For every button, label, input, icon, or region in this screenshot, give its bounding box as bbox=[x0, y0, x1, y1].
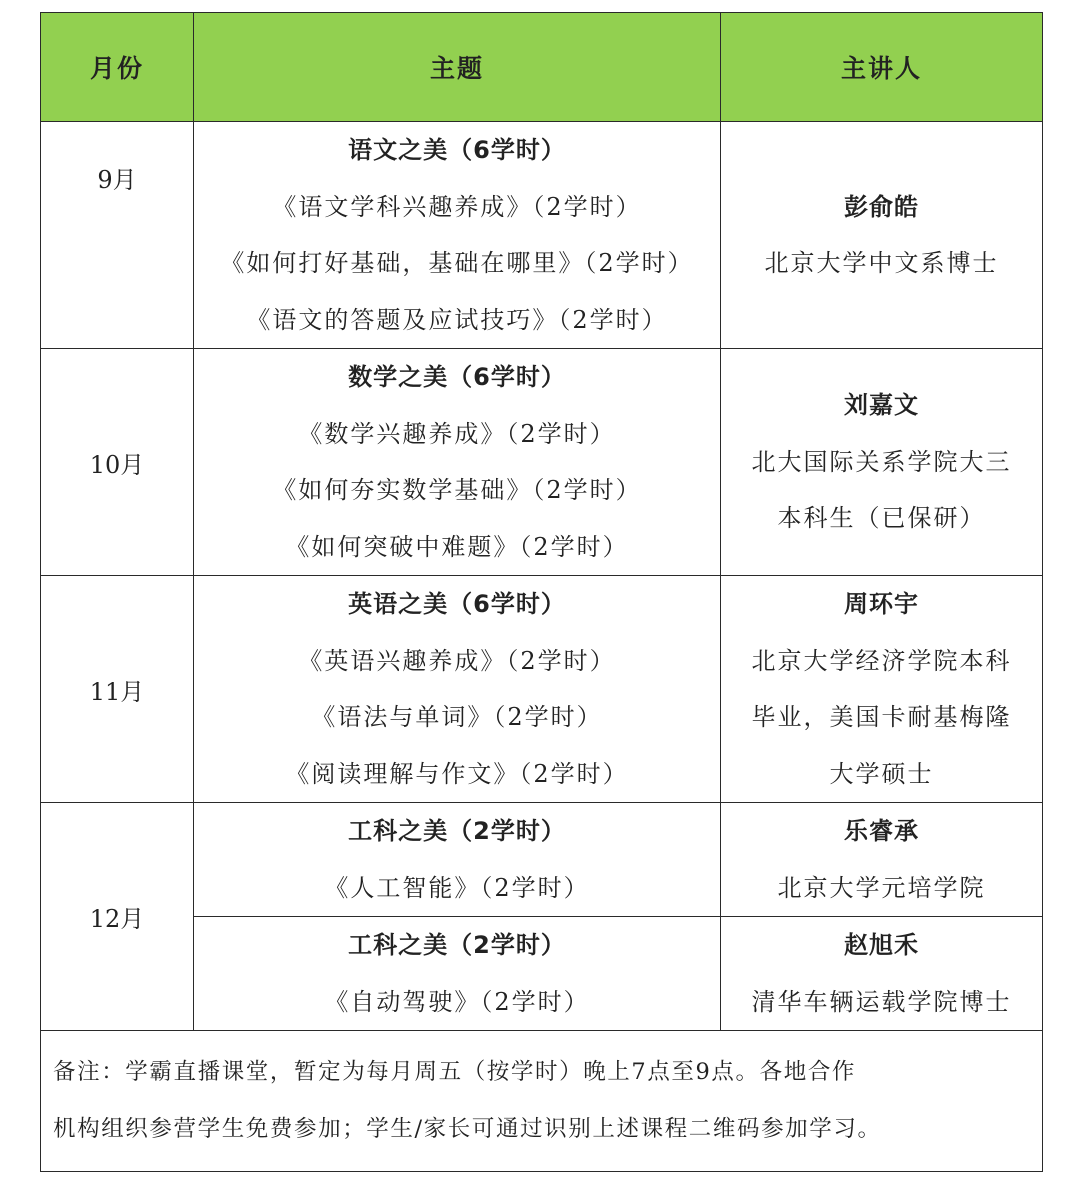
note-line: 机构组织参营学生免费参加；学生/家长可通过识别上述课程二维码参加学习。 bbox=[53, 1116, 882, 1142]
topic-line: 《英语兴趣养成》（2学时） bbox=[298, 646, 616, 675]
speaker-cell bbox=[721, 122, 1043, 349]
topic-cell bbox=[194, 803, 721, 917]
speaker-desc: 毕业，美国卡耐基梅隆 bbox=[751, 703, 1012, 731]
month-label: 9月 bbox=[97, 166, 137, 194]
month-cell bbox=[41, 349, 194, 576]
speaker-desc: 北大国际关系学院大三 bbox=[751, 447, 1012, 476]
topic-line: 《语法与单词》（2学时） bbox=[311, 703, 603, 731]
note-line: 备注：学霸直播课堂，暂定为每月周五（按学时）晚上7点至9点。各地合作 bbox=[53, 1059, 857, 1085]
topic-title: 英语之美（6学时） bbox=[348, 590, 566, 618]
topic-line: 《自动驾驶》（2学时） bbox=[324, 987, 590, 1016]
speaker-name: 乐睿承 bbox=[844, 817, 919, 845]
topic-title: 数学之美（6学时） bbox=[348, 363, 566, 391]
month-cell bbox=[41, 576, 194, 803]
topic-title: 工科之美（2学时） bbox=[348, 931, 566, 959]
topic-line: 《人工智能》（2学时） bbox=[324, 873, 590, 902]
table-row-october bbox=[41, 349, 1043, 576]
topic-cell bbox=[194, 576, 721, 803]
speaker-name: 赵旭禾 bbox=[844, 931, 919, 959]
note-cell bbox=[41, 1031, 1043, 1172]
month-label: 11月 bbox=[89, 677, 145, 706]
month-label: 12月 bbox=[89, 905, 145, 933]
speaker-name: 刘嘉文 bbox=[844, 391, 919, 420]
speaker-cell bbox=[721, 576, 1043, 803]
speaker-desc: 北京大学经济学院本科 bbox=[751, 646, 1012, 675]
speaker-cell bbox=[721, 349, 1043, 576]
speaker-name: 周环宇 bbox=[844, 590, 919, 618]
month-label: 10月 bbox=[89, 450, 145, 479]
speaker-desc: 北京大学中文系博士 bbox=[764, 249, 999, 277]
schedule-table bbox=[40, 12, 1043, 1172]
topic-line: 《语文的答题及应试技巧》（2学时） bbox=[246, 305, 668, 334]
speaker-cell bbox=[721, 803, 1043, 917]
speaker-desc: 本科生（已保研） bbox=[777, 504, 986, 533]
topic-cell bbox=[194, 917, 721, 1031]
topic-cell bbox=[194, 349, 721, 576]
topic-line: 《如何突破中难题》（2学时） bbox=[285, 532, 629, 561]
table-row-september bbox=[41, 122, 1043, 349]
topic-line: 《如何夯实数学基础》（2学时） bbox=[272, 476, 642, 504]
topic-title: 语文之美（6学时） bbox=[348, 136, 566, 164]
topic-cell bbox=[194, 122, 721, 349]
header-topic: 主题 bbox=[194, 13, 721, 122]
speaker-desc: 清华车辆运载学院博士 bbox=[751, 987, 1012, 1016]
topic-line: 《语文学科兴趣养成》（2学时） bbox=[272, 192, 642, 221]
header-row bbox=[41, 13, 1043, 122]
topic-line: 《数学兴趣养成》（2学时） bbox=[298, 419, 616, 448]
note-row bbox=[41, 1031, 1043, 1172]
speaker-name: 彭俞皓 bbox=[844, 192, 919, 221]
topic-title: 工科之美（2学时） bbox=[348, 817, 566, 845]
table-row-november bbox=[41, 576, 1043, 803]
speaker-cell bbox=[721, 917, 1043, 1031]
header-speaker: 主讲人 bbox=[721, 13, 1043, 122]
header-month: 月份 bbox=[41, 13, 194, 122]
table-row-december-1 bbox=[41, 803, 1043, 917]
topic-line: 《阅读理解与作文》（2学时） bbox=[285, 759, 629, 788]
speaker-desc: 大学硕士 bbox=[829, 759, 934, 788]
month-cell bbox=[41, 122, 194, 349]
speaker-desc: 北京大学元培学院 bbox=[777, 873, 986, 902]
topic-line: 《如何打好基础，基础在哪里》（2学时） bbox=[220, 249, 694, 277]
month-cell bbox=[41, 803, 194, 1031]
